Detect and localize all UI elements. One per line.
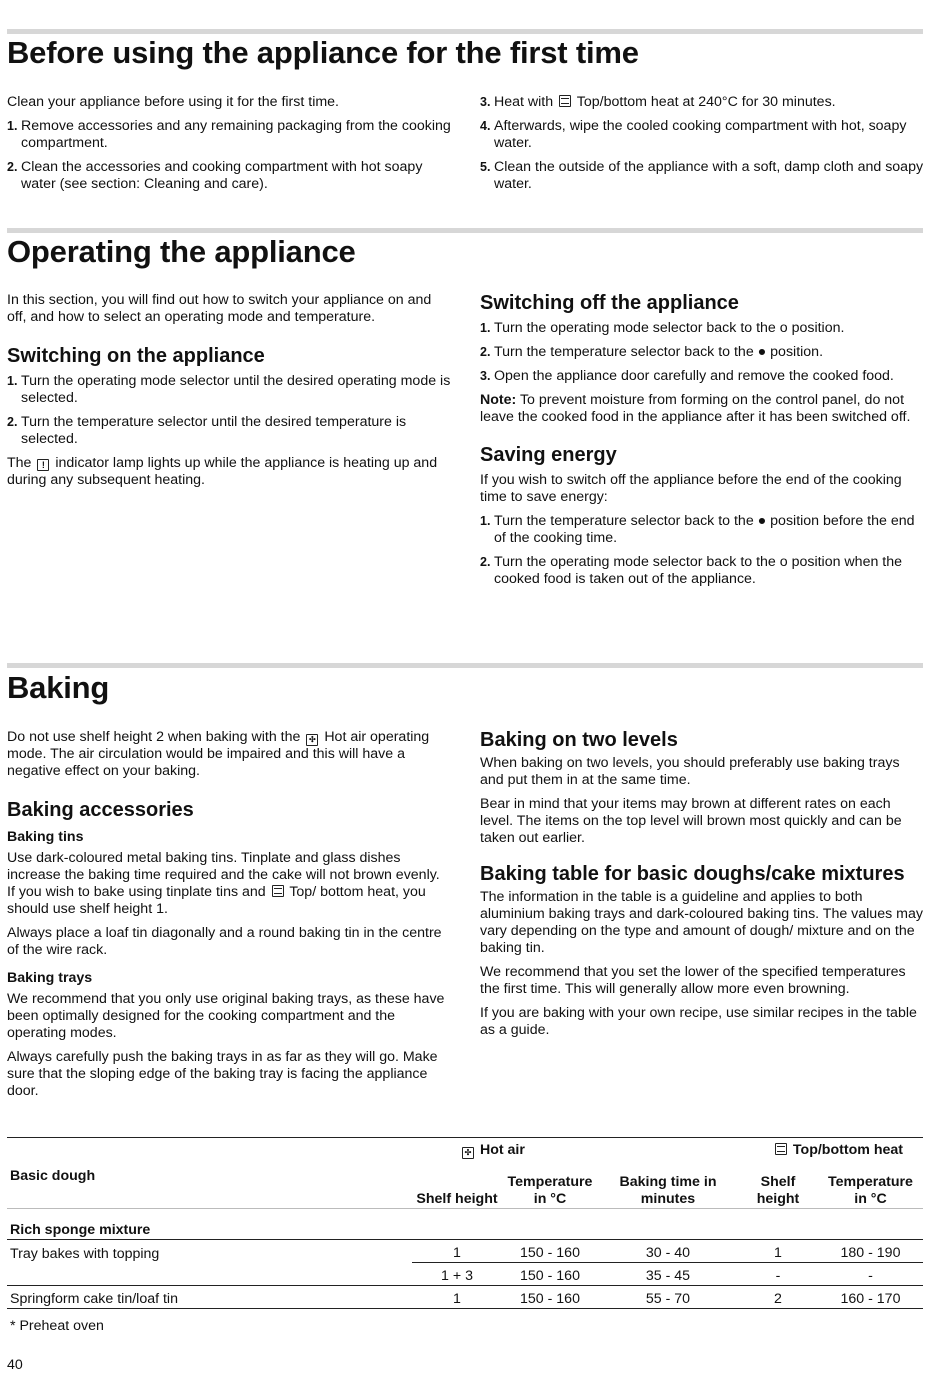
switching-off-steps	[480, 320, 924, 385]
first-use-right-column	[480, 94, 924, 200]
baking-table-text-3: If you are baking with your own recipe, use similar recipes in the table as a guide.	[480, 1005, 917, 1038]
heading-baking-accessories: Baking accessories	[7, 799, 194, 821]
first-use-intro: Clean your appliance before using it for the first time.	[7, 94, 339, 110]
operating-right-column	[480, 291, 924, 595]
list-item: 1. Turn the temperature selector back to the ● position before the end of the cooking time.	[480, 513, 915, 546]
col-ha-shelf: Shelf height	[416, 1191, 498, 1207]
operating-left-column	[7, 292, 451, 496]
group-hot-air: Hot air	[479, 1142, 525, 1158]
baking-table	[7, 1137, 923, 1309]
switching-on-steps	[7, 373, 451, 448]
table-row: Springform cake tin/loaf tin 1 150 - 160 55 - 70 2 160 - 170	[7, 1286, 923, 1309]
heading-saving-energy: Saving energy	[480, 444, 617, 466]
list-item: 2. Turn the operating mode selector back to the o position when the cooked food is taken out of the appliance.	[480, 554, 903, 587]
top-bottom-heat-icon	[559, 95, 571, 107]
list-item: 2. Turn the temperature selector until the desired temperature is selected.	[7, 414, 407, 447]
baking-trays-text: We recommend that you only use original baking trays, as these have been optimally designed for the cooking compartment and the operating modes.	[7, 991, 445, 1041]
list-item: 2. Turn the temperature selector back to the ● position.	[480, 344, 824, 360]
list-item: 3. Heat with Top/bottom heat at 240°C for 30 minutes.	[480, 94, 836, 110]
first-use-steps-a	[7, 118, 451, 193]
table-header-row	[7, 1159, 923, 1209]
top-bottom-heat-icon	[775, 1143, 787, 1155]
indicator-lamp-text: The ! indicator lamp lights up while the appliance is heating up and during any subsequent heating.	[7, 455, 438, 488]
col-ha-temp: Temperature in °C	[507, 1174, 593, 1207]
baking-right-column	[480, 728, 924, 1046]
section-divider	[7, 29, 923, 34]
heating-indicator-icon: !	[37, 459, 49, 471]
list-item: 1. Turn the operating mode selector until the desired operating mode is selected.	[7, 373, 451, 406]
section-divider	[7, 663, 923, 668]
baking-tins-text-2: Always place a loaf tin diagonally and a round baking tin in the centre of the wire rack.	[7, 925, 442, 958]
section-divider	[7, 228, 923, 233]
col-time: Baking time in minutes	[619, 1174, 717, 1207]
baking-trays-text-2: Always carefully push the baking trays in as far as they will go. Make sure that the sloping edge of the baking tray is facing the appliance door.	[7, 1049, 438, 1099]
hot-air-fan-icon: ✣	[462, 1147, 474, 1159]
two-levels-text: When baking on two levels, you should preferably use baking trays and put them in at the same time.	[480, 755, 900, 788]
list-item: 1. Turn the operating mode selector back to the o position.	[480, 320, 845, 336]
baking-table-text: The information in the table is a guideline and applies to both aluminium baking trays and dark-coloured baking tins. The values may vary depending on the type and amount of dough/ mixture and on the baking tin.	[480, 889, 923, 956]
saving-steps	[480, 513, 924, 588]
baking-intro: Do not use shelf height 2 when baking with the ✣ Hot air operating mode. The air circulation would be impaired and this will have a negative effect on your baking.	[7, 729, 430, 779]
heading-baking: Baking	[7, 670, 110, 705]
note-text: Note: To prevent moisture from forming on the control panel, do not leave the cooked food in the appliance after it has been switched off.	[480, 392, 911, 425]
heading-baking-tins: Baking tins	[7, 829, 84, 845]
list-item: 2. Clean the accessories and cooking compartment with hot soapy water (see section: Cleaning and care).	[7, 159, 423, 192]
list-item: 4. Afterwards, wipe the cooled cooking compartment with hot, soapy water.	[480, 118, 907, 151]
table-row: 1 + 3 150 - 160 35 - 45 - -	[7, 1263, 923, 1286]
page-number: 40	[7, 1357, 23, 1373]
top-bottom-heat-icon	[272, 885, 284, 897]
heading-switching-on: Switching on the appliance	[7, 345, 265, 367]
table-footnote: * Preheat oven	[10, 1318, 104, 1334]
table-row: Tray bakes with topping 1 150 - 160 30 - 40 1 180 - 190	[7, 1240, 923, 1263]
list-item: 3. Open the appliance door carefully and remove the cooked food.	[480, 368, 894, 384]
group-top-bottom: Top/bottom heat	[792, 1142, 903, 1158]
heading-baking-trays: Baking trays	[7, 970, 93, 986]
list-item: 1. Remove accessories and any remaining packaging from the cooking compartment.	[7, 118, 451, 151]
col-tb-temp: Temperature in °C	[828, 1174, 913, 1207]
heading-switching-off: Switching off the appliance	[480, 292, 739, 314]
first-use-left-column	[7, 94, 451, 200]
heading-two-levels: Baking on two levels	[480, 729, 678, 751]
saving-intro: If you wish to switch off the appliance before the end of the cooking time to save energy:	[480, 472, 902, 505]
two-levels-text-2: Bear in mind that your items may brown at different rates on each level. The items on the top level will brown most quickly and can be taken out earlier.	[480, 796, 902, 846]
heading-first-use: Before using the appliance for the first time	[7, 35, 639, 70]
baking-tins-text: Use dark-coloured metal baking tins. Tinplate and glass dishes increase the baking time required and the cake will not brown evenly. If you wish to bake using tinplate tins and Top/ bottom heat, you should use shelf height 1.	[7, 850, 440, 917]
col-basic-dough: Basic dough	[10, 1168, 96, 1184]
list-item: 5. Clean the outside of the appliance with a soft, damp cloth and soapy water.	[480, 159, 924, 192]
baking-left-column	[7, 729, 451, 1107]
baking-table-text-2: We recommend that you set the lower of the specified temperatures the first time. This will generally allow more even browning.	[480, 964, 906, 997]
col-tb-shelf: Shelf height	[756, 1174, 800, 1207]
table-section-row: Rich sponge mixture	[7, 1209, 923, 1240]
heading-baking-table: Baking table for basic doughs/cake mixtures	[480, 863, 905, 885]
hot-air-fan-icon: ✣	[306, 734, 318, 746]
heading-operating: Operating the appliance	[7, 234, 356, 269]
first-use-steps-b	[480, 94, 924, 193]
table-group-header	[7, 1138, 923, 1160]
operating-intro: In this section, you will find out how to switch your appliance on and off, and how to select an operating mode and temperature.	[7, 292, 432, 325]
